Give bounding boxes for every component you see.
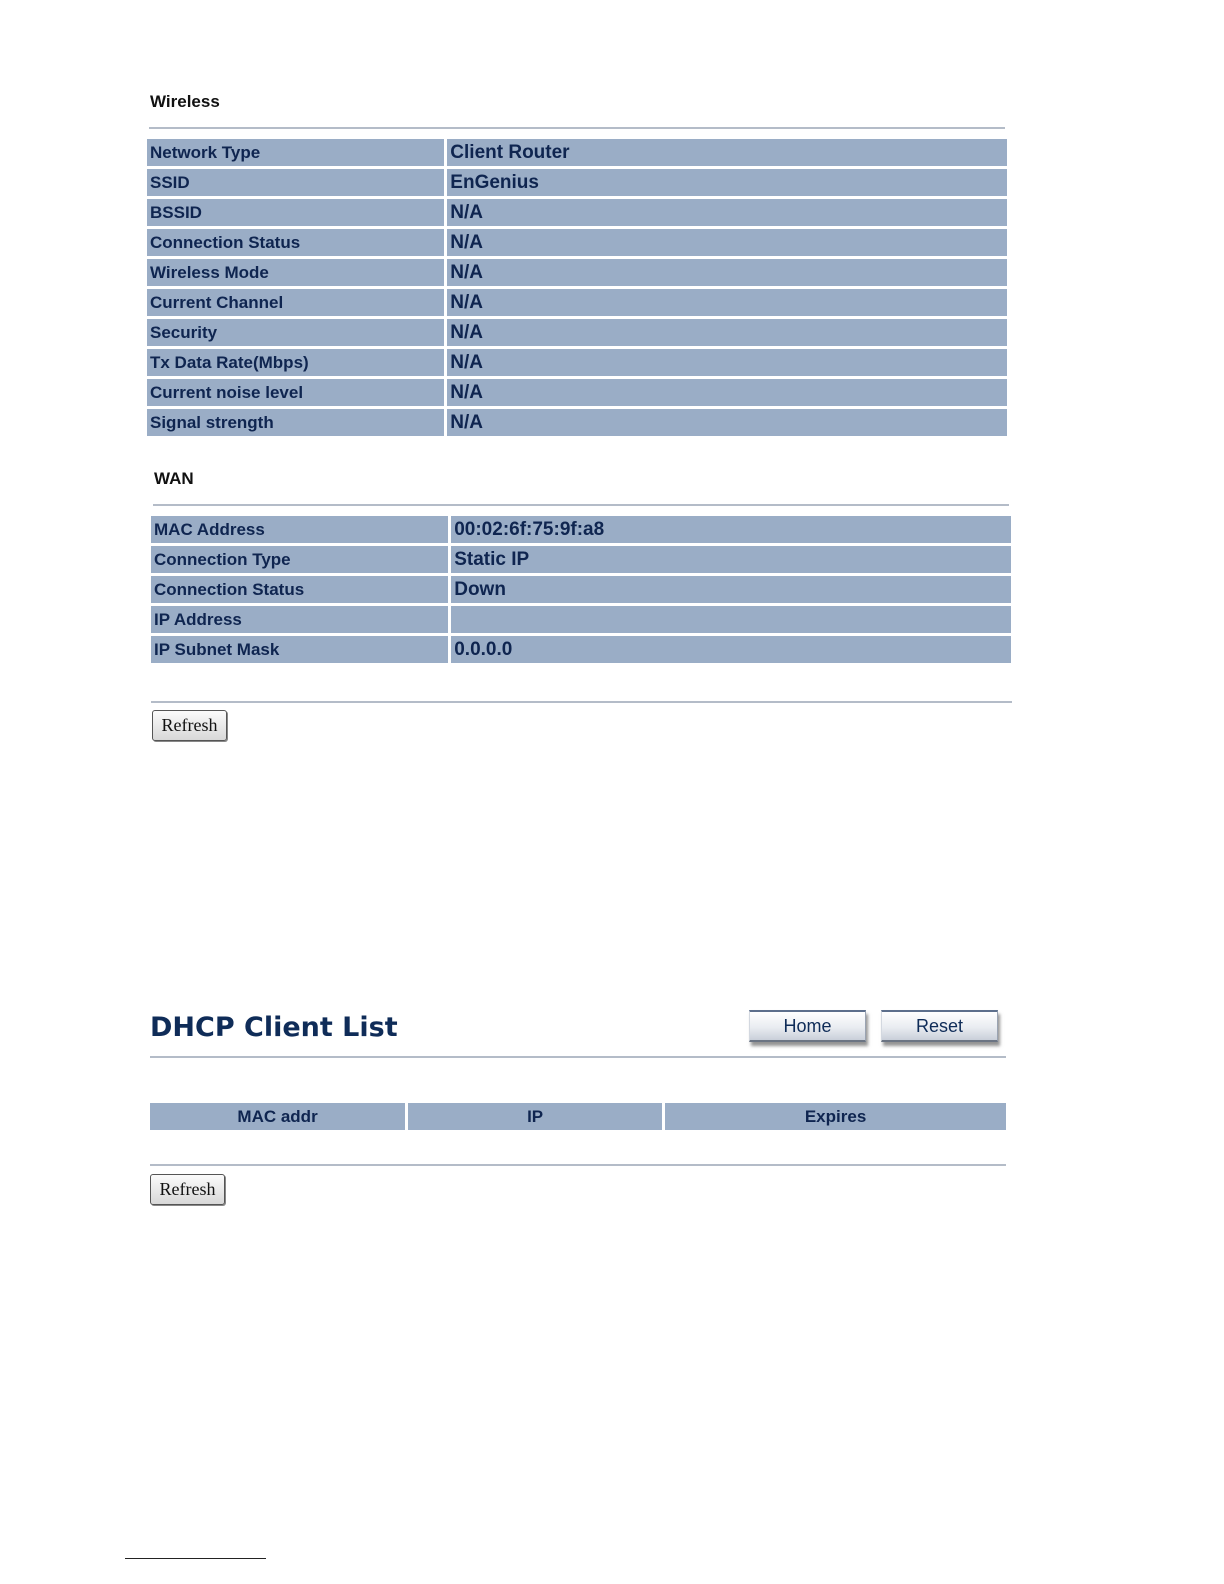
table-row bbox=[151, 516, 1011, 543]
wireless-tx-rate-value: N/A bbox=[447, 349, 1007, 376]
wireless-bssid-label: BSSID bbox=[147, 199, 444, 226]
column-header-ip: IP bbox=[408, 1103, 662, 1130]
table-row bbox=[151, 636, 1011, 663]
wireless-mode-value: N/A bbox=[447, 259, 1007, 286]
wireless-security-value: N/A bbox=[447, 319, 1007, 346]
wireless-network-type-label: Network Type bbox=[147, 139, 444, 166]
wan-connection-status-label: Connection Status bbox=[151, 576, 448, 603]
wan-mac-address-label: MAC Address bbox=[151, 516, 448, 543]
footnote-separator bbox=[125, 1558, 266, 1559]
wan-mac-address-value: 00:02:6f:75:9f:a8 bbox=[451, 516, 1011, 543]
wireless-connection-status-value: N/A bbox=[447, 229, 1007, 256]
wan-connection-status-value: Down bbox=[451, 576, 1011, 603]
table-row bbox=[151, 576, 1011, 603]
wan-ip-address-label: IP Address bbox=[151, 606, 448, 633]
wireless-noise-level-value: N/A bbox=[447, 379, 1007, 406]
wan-connection-type-label: Connection Type bbox=[151, 546, 448, 573]
wan-bottom-divider bbox=[151, 701, 1012, 703]
dhcp-bottom-divider bbox=[150, 1164, 1006, 1166]
wan-divider bbox=[153, 504, 1009, 506]
table-row bbox=[147, 409, 1007, 436]
page-title: DHCP Client List bbox=[150, 1012, 398, 1043]
table-row bbox=[151, 606, 1011, 633]
wireless-network-type-value: Client Router bbox=[447, 139, 1007, 166]
wireless-divider bbox=[149, 127, 1005, 129]
table-row bbox=[147, 229, 1007, 256]
table-header-row bbox=[150, 1103, 1006, 1130]
table-row bbox=[147, 289, 1007, 316]
wireless-signal-strength-label: Signal strength bbox=[147, 409, 444, 436]
table-row bbox=[147, 349, 1007, 376]
home-button[interactable]: Home bbox=[749, 1010, 866, 1042]
wan-subnet-mask-value: 0.0.0.0 bbox=[451, 636, 1011, 663]
wan-status-table bbox=[148, 513, 1014, 666]
wireless-current-channel-label: Current Channel bbox=[147, 289, 444, 316]
wireless-noise-level-label: Current noise level bbox=[147, 379, 444, 406]
wan-subnet-mask-label: IP Subnet Mask bbox=[151, 636, 448, 663]
reset-button[interactable]: Reset bbox=[881, 1010, 998, 1042]
table-row bbox=[147, 169, 1007, 196]
dhcp-refresh-button[interactable]: Refresh bbox=[150, 1174, 225, 1205]
wan-section-title: WAN bbox=[154, 469, 194, 488]
status-refresh-button[interactable]: Refresh bbox=[152, 710, 227, 741]
wan-connection-type-value: Static IP bbox=[451, 546, 1011, 573]
wan-ip-address-value bbox=[451, 606, 1011, 633]
table-row bbox=[147, 199, 1007, 226]
wireless-ssid-label: SSID bbox=[147, 169, 444, 196]
table-row bbox=[147, 379, 1007, 406]
wireless-mode-label: Wireless Mode bbox=[147, 259, 444, 286]
wireless-current-channel-value: N/A bbox=[447, 289, 1007, 316]
column-header-mac: MAC addr bbox=[150, 1103, 405, 1130]
wireless-security-label: Security bbox=[147, 319, 444, 346]
table-row bbox=[151, 546, 1011, 573]
wireless-ssid-value: EnGenius bbox=[447, 169, 1007, 196]
wireless-tx-rate-label: Tx Data Rate(Mbps) bbox=[147, 349, 444, 376]
wireless-bssid-value: N/A bbox=[447, 199, 1007, 226]
table-row bbox=[147, 319, 1007, 346]
wireless-status-table bbox=[144, 136, 1010, 439]
table-row bbox=[147, 259, 1007, 286]
dhcp-title-divider bbox=[150, 1056, 1006, 1058]
wireless-signal-strength-value: N/A bbox=[447, 409, 1007, 436]
column-header-expires: Expires bbox=[665, 1103, 1006, 1130]
wireless-section-title: Wireless bbox=[150, 92, 220, 111]
table-row bbox=[147, 139, 1007, 166]
wireless-connection-status-label: Connection Status bbox=[147, 229, 444, 256]
dhcp-client-table bbox=[147, 1103, 1009, 1130]
